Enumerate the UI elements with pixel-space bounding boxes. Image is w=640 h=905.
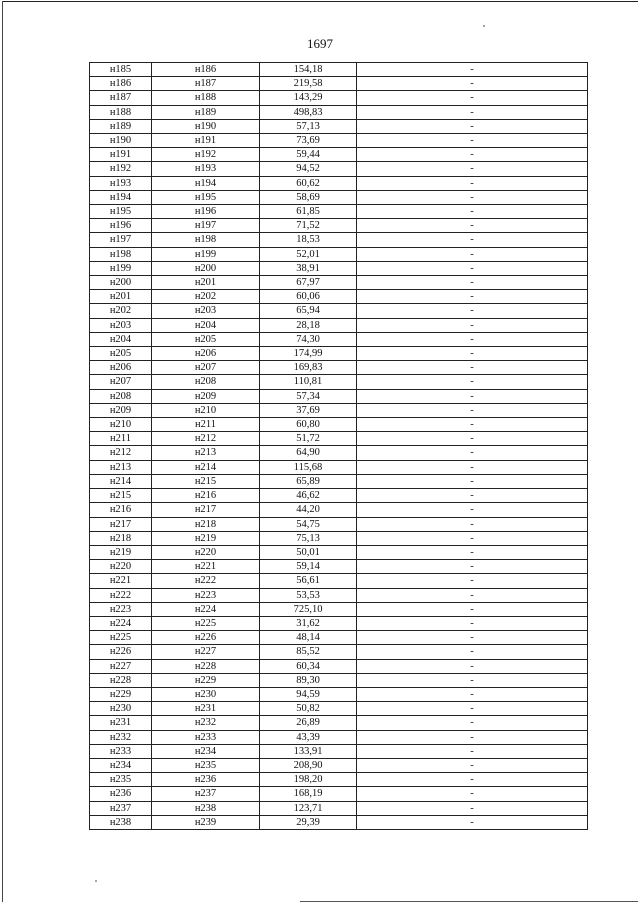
end-point-cell: н222 bbox=[152, 574, 260, 588]
note-cell: - bbox=[357, 645, 588, 659]
length-cell: 110,81 bbox=[260, 375, 357, 389]
length-cell: 154,18 bbox=[260, 63, 357, 77]
start-point-cell: н206 bbox=[90, 361, 152, 375]
note-cell: - bbox=[357, 276, 588, 290]
length-cell: 198,20 bbox=[260, 773, 357, 787]
start-point-cell: н207 bbox=[90, 375, 152, 389]
note-cell: - bbox=[357, 588, 588, 602]
table-row bbox=[90, 233, 588, 247]
note-cell: - bbox=[357, 63, 588, 77]
length-cell: 60,62 bbox=[260, 176, 357, 190]
table-row bbox=[90, 347, 588, 361]
end-point-cell: н186 bbox=[152, 63, 260, 77]
end-point-cell: н201 bbox=[152, 276, 260, 290]
start-point-cell: н236 bbox=[90, 787, 152, 801]
table-row bbox=[90, 446, 588, 460]
start-point-cell: н204 bbox=[90, 332, 152, 346]
end-point-cell: н236 bbox=[152, 773, 260, 787]
length-cell: 115,68 bbox=[260, 460, 357, 474]
length-cell: 51,72 bbox=[260, 432, 357, 446]
note-cell: - bbox=[357, 716, 588, 730]
table-row bbox=[90, 176, 588, 190]
note-cell: - bbox=[357, 233, 588, 247]
note-cell: - bbox=[357, 261, 588, 275]
start-point-cell: н194 bbox=[90, 190, 152, 204]
table-row bbox=[90, 758, 588, 772]
length-cell: 133,91 bbox=[260, 744, 357, 758]
note-cell: - bbox=[357, 403, 588, 417]
note-cell: - bbox=[357, 758, 588, 772]
end-point-cell: н217 bbox=[152, 503, 260, 517]
end-point-cell: н227 bbox=[152, 645, 260, 659]
table-row bbox=[90, 361, 588, 375]
table-row bbox=[90, 560, 588, 574]
start-point-cell: н188 bbox=[90, 105, 152, 119]
start-point-cell: н200 bbox=[90, 276, 152, 290]
table-row bbox=[90, 702, 588, 716]
length-cell: 60,06 bbox=[260, 290, 357, 304]
note-cell: - bbox=[357, 474, 588, 488]
length-cell: 50,01 bbox=[260, 545, 357, 559]
end-point-cell: н196 bbox=[152, 205, 260, 219]
start-point-cell: н192 bbox=[90, 162, 152, 176]
length-cell: 60,80 bbox=[260, 418, 357, 432]
length-cell: 71,52 bbox=[260, 219, 357, 233]
start-point-cell: н213 bbox=[90, 460, 152, 474]
table-row bbox=[90, 290, 588, 304]
start-point-cell: н220 bbox=[90, 560, 152, 574]
note-cell: - bbox=[357, 332, 588, 346]
length-cell: 44,20 bbox=[260, 503, 357, 517]
length-cell: 26,89 bbox=[260, 716, 357, 730]
start-point-cell: н208 bbox=[90, 389, 152, 403]
start-point-cell: н190 bbox=[90, 134, 152, 148]
start-point-cell: н199 bbox=[90, 261, 152, 275]
start-point-cell: н222 bbox=[90, 588, 152, 602]
table-row bbox=[90, 63, 588, 77]
table-row bbox=[90, 645, 588, 659]
table-row bbox=[90, 148, 588, 162]
end-point-cell: н199 bbox=[152, 247, 260, 261]
end-point-cell: н207 bbox=[152, 361, 260, 375]
end-point-cell: н213 bbox=[152, 446, 260, 460]
length-cell: 31,62 bbox=[260, 616, 357, 630]
end-point-cell: н223 bbox=[152, 588, 260, 602]
note-cell: - bbox=[357, 247, 588, 261]
length-cell: 54,75 bbox=[260, 517, 357, 531]
table-row bbox=[90, 730, 588, 744]
table-row bbox=[90, 716, 588, 730]
start-point-cell: н225 bbox=[90, 631, 152, 645]
table-row bbox=[90, 375, 588, 389]
table-row bbox=[90, 517, 588, 531]
table-row bbox=[90, 219, 588, 233]
start-point-cell: н202 bbox=[90, 304, 152, 318]
start-point-cell: н215 bbox=[90, 489, 152, 503]
table-row bbox=[90, 787, 588, 801]
start-point-cell: н211 bbox=[90, 432, 152, 446]
note-cell: - bbox=[357, 545, 588, 559]
end-point-cell: н225 bbox=[152, 616, 260, 630]
table-row bbox=[90, 162, 588, 176]
table-row bbox=[90, 418, 588, 432]
end-point-cell: н234 bbox=[152, 744, 260, 758]
end-point-cell: н212 bbox=[152, 432, 260, 446]
start-point-cell: н230 bbox=[90, 702, 152, 716]
note-cell: - bbox=[357, 489, 588, 503]
start-point-cell: н191 bbox=[90, 148, 152, 162]
note-cell: - bbox=[357, 460, 588, 474]
end-point-cell: н191 bbox=[152, 134, 260, 148]
note-cell: - bbox=[357, 91, 588, 105]
note-cell: - bbox=[357, 687, 588, 701]
end-point-cell: н230 bbox=[152, 687, 260, 701]
length-cell: 52,01 bbox=[260, 247, 357, 261]
end-point-cell: н218 bbox=[152, 517, 260, 531]
length-cell: 28,18 bbox=[260, 318, 357, 332]
table-row bbox=[90, 631, 588, 645]
note-cell: - bbox=[357, 503, 588, 517]
table-row bbox=[90, 304, 588, 318]
note-cell: - bbox=[357, 318, 588, 332]
note-cell: - bbox=[357, 631, 588, 645]
end-point-cell: н238 bbox=[152, 801, 260, 815]
note-cell: - bbox=[357, 517, 588, 531]
end-point-cell: н198 bbox=[152, 233, 260, 247]
length-cell: 67,97 bbox=[260, 276, 357, 290]
table-row bbox=[90, 247, 588, 261]
end-point-cell: н220 bbox=[152, 545, 260, 559]
table-row bbox=[90, 744, 588, 758]
start-point-cell: н209 bbox=[90, 403, 152, 417]
table-row bbox=[90, 503, 588, 517]
table-row bbox=[90, 460, 588, 474]
table-row bbox=[90, 531, 588, 545]
length-cell: 38,91 bbox=[260, 261, 357, 275]
note-cell: - bbox=[357, 205, 588, 219]
scan-speck bbox=[483, 25, 485, 27]
start-point-cell: н238 bbox=[90, 815, 152, 829]
table-row bbox=[90, 332, 588, 346]
start-point-cell: н196 bbox=[90, 219, 152, 233]
length-cell: 143,29 bbox=[260, 91, 357, 105]
length-cell: 75,13 bbox=[260, 531, 357, 545]
length-cell: 498,83 bbox=[260, 105, 357, 119]
end-point-cell: н219 bbox=[152, 531, 260, 545]
note-cell: - bbox=[357, 304, 588, 318]
length-cell: 174,99 bbox=[260, 347, 357, 361]
length-cell: 168,19 bbox=[260, 787, 357, 801]
note-cell: - bbox=[357, 730, 588, 744]
start-point-cell: н218 bbox=[90, 531, 152, 545]
table-row bbox=[90, 318, 588, 332]
end-point-cell: н202 bbox=[152, 290, 260, 304]
table-row bbox=[90, 105, 588, 119]
note-cell: - bbox=[357, 162, 588, 176]
start-point-cell: н229 bbox=[90, 687, 152, 701]
note-cell: - bbox=[357, 77, 588, 91]
length-cell: 219,58 bbox=[260, 77, 357, 91]
note-cell: - bbox=[357, 347, 588, 361]
note-cell: - bbox=[357, 744, 588, 758]
table-row bbox=[90, 616, 588, 630]
end-point-cell: н200 bbox=[152, 261, 260, 275]
length-cell: 74,30 bbox=[260, 332, 357, 346]
end-point-cell: н188 bbox=[152, 91, 260, 105]
end-point-cell: н228 bbox=[152, 659, 260, 673]
table-row bbox=[90, 574, 588, 588]
start-point-cell: н193 bbox=[90, 176, 152, 190]
length-cell: 89,30 bbox=[260, 673, 357, 687]
table-row bbox=[90, 261, 588, 275]
note-cell: - bbox=[357, 176, 588, 190]
end-point-cell: н224 bbox=[152, 602, 260, 616]
note-cell: - bbox=[357, 446, 588, 460]
end-point-cell: н195 bbox=[152, 190, 260, 204]
length-cell: 65,89 bbox=[260, 474, 357, 488]
page-edge-bottom bbox=[300, 901, 638, 902]
table-row bbox=[90, 815, 588, 829]
table-row bbox=[90, 190, 588, 204]
table-body bbox=[90, 63, 588, 830]
table-row bbox=[90, 659, 588, 673]
note-cell: - bbox=[357, 787, 588, 801]
table-row bbox=[90, 403, 588, 417]
length-cell: 61,85 bbox=[260, 205, 357, 219]
start-point-cell: н227 bbox=[90, 659, 152, 673]
table-row bbox=[90, 389, 588, 403]
length-cell: 48,14 bbox=[260, 631, 357, 645]
end-point-cell: н231 bbox=[152, 702, 260, 716]
note-cell: - bbox=[357, 560, 588, 574]
length-cell: 94,52 bbox=[260, 162, 357, 176]
length-cell: 57,13 bbox=[260, 119, 357, 133]
start-point-cell: н198 bbox=[90, 247, 152, 261]
start-point-cell: н234 bbox=[90, 758, 152, 772]
note-cell: - bbox=[357, 119, 588, 133]
length-cell: 94,59 bbox=[260, 687, 357, 701]
note-cell: - bbox=[357, 432, 588, 446]
end-point-cell: н204 bbox=[152, 318, 260, 332]
start-point-cell: н232 bbox=[90, 730, 152, 744]
note-cell: - bbox=[357, 389, 588, 403]
end-point-cell: н237 bbox=[152, 787, 260, 801]
length-cell: 18,53 bbox=[260, 233, 357, 247]
length-cell: 65,94 bbox=[260, 304, 357, 318]
start-point-cell: н210 bbox=[90, 418, 152, 432]
note-cell: - bbox=[357, 659, 588, 673]
length-cell: 208,90 bbox=[260, 758, 357, 772]
table-row bbox=[90, 276, 588, 290]
length-cell: 29,39 bbox=[260, 815, 357, 829]
end-point-cell: н211 bbox=[152, 418, 260, 432]
length-cell: 60,34 bbox=[260, 659, 357, 673]
table-row bbox=[90, 119, 588, 133]
table-row bbox=[90, 687, 588, 701]
start-point-cell: н231 bbox=[90, 716, 152, 730]
end-point-cell: н192 bbox=[152, 148, 260, 162]
start-point-cell: н224 bbox=[90, 616, 152, 630]
note-cell: - bbox=[357, 702, 588, 716]
table-row bbox=[90, 432, 588, 446]
length-cell: 53,53 bbox=[260, 588, 357, 602]
start-point-cell: н197 bbox=[90, 233, 152, 247]
end-point-cell: н197 bbox=[152, 219, 260, 233]
start-point-cell: н214 bbox=[90, 474, 152, 488]
start-point-cell: н219 bbox=[90, 545, 152, 559]
start-point-cell: н186 bbox=[90, 77, 152, 91]
length-cell: 64,90 bbox=[260, 446, 357, 460]
end-point-cell: н194 bbox=[152, 176, 260, 190]
start-point-cell: н205 bbox=[90, 347, 152, 361]
table-row bbox=[90, 588, 588, 602]
table-row bbox=[90, 801, 588, 815]
length-cell: 59,14 bbox=[260, 560, 357, 574]
table-row bbox=[90, 602, 588, 616]
note-cell: - bbox=[357, 616, 588, 630]
table-row bbox=[90, 91, 588, 105]
end-point-cell: н209 bbox=[152, 389, 260, 403]
table-row bbox=[90, 205, 588, 219]
note-cell: - bbox=[357, 375, 588, 389]
end-point-cell: н190 bbox=[152, 119, 260, 133]
start-point-cell: н203 bbox=[90, 318, 152, 332]
length-cell: 58,69 bbox=[260, 190, 357, 204]
coordinates-table bbox=[89, 62, 588, 830]
note-cell: - bbox=[357, 219, 588, 233]
note-cell: - bbox=[357, 815, 588, 829]
length-cell: 43,39 bbox=[260, 730, 357, 744]
start-point-cell: н226 bbox=[90, 645, 152, 659]
note-cell: - bbox=[357, 105, 588, 119]
table-row bbox=[90, 773, 588, 787]
note-cell: - bbox=[357, 290, 588, 304]
start-point-cell: н228 bbox=[90, 673, 152, 687]
length-cell: 37,69 bbox=[260, 403, 357, 417]
end-point-cell: н187 bbox=[152, 77, 260, 91]
length-cell: 85,52 bbox=[260, 645, 357, 659]
start-point-cell: н195 bbox=[90, 205, 152, 219]
end-point-cell: н226 bbox=[152, 631, 260, 645]
table-row bbox=[90, 77, 588, 91]
end-point-cell: н232 bbox=[152, 716, 260, 730]
table-row bbox=[90, 545, 588, 559]
page-edge-top bbox=[2, 1, 638, 2]
start-point-cell: н233 bbox=[90, 744, 152, 758]
end-point-cell: н214 bbox=[152, 460, 260, 474]
length-cell: 59,44 bbox=[260, 148, 357, 162]
length-cell: 56,61 bbox=[260, 574, 357, 588]
length-cell: 73,69 bbox=[260, 134, 357, 148]
page-number: 1697 bbox=[307, 36, 333, 51]
end-point-cell: н221 bbox=[152, 560, 260, 574]
note-cell: - bbox=[357, 361, 588, 375]
end-point-cell: н216 bbox=[152, 489, 260, 503]
end-point-cell: н206 bbox=[152, 347, 260, 361]
end-point-cell: н193 bbox=[152, 162, 260, 176]
scan-speck bbox=[95, 880, 97, 882]
length-cell: 169,83 bbox=[260, 361, 357, 375]
start-point-cell: н187 bbox=[90, 91, 152, 105]
note-cell: - bbox=[357, 773, 588, 787]
note-cell: - bbox=[357, 574, 588, 588]
end-point-cell: н208 bbox=[152, 375, 260, 389]
page-edge-left bbox=[2, 1, 3, 902]
start-point-cell: н201 bbox=[90, 290, 152, 304]
length-cell: 50,82 bbox=[260, 702, 357, 716]
note-cell: - bbox=[357, 134, 588, 148]
start-point-cell: н235 bbox=[90, 773, 152, 787]
note-cell: - bbox=[357, 673, 588, 687]
end-point-cell: н203 bbox=[152, 304, 260, 318]
end-point-cell: н239 bbox=[152, 815, 260, 829]
table-row bbox=[90, 673, 588, 687]
note-cell: - bbox=[357, 801, 588, 815]
length-cell: 123,71 bbox=[260, 801, 357, 815]
note-cell: - bbox=[357, 531, 588, 545]
length-cell: 46,62 bbox=[260, 489, 357, 503]
end-point-cell: н235 bbox=[152, 758, 260, 772]
start-point-cell: н216 bbox=[90, 503, 152, 517]
start-point-cell: н189 bbox=[90, 119, 152, 133]
note-cell: - bbox=[357, 602, 588, 616]
end-point-cell: н233 bbox=[152, 730, 260, 744]
start-point-cell: н217 bbox=[90, 517, 152, 531]
end-point-cell: н210 bbox=[152, 403, 260, 417]
table-row bbox=[90, 474, 588, 488]
start-point-cell: н221 bbox=[90, 574, 152, 588]
end-point-cell: н229 bbox=[152, 673, 260, 687]
note-cell: - bbox=[357, 148, 588, 162]
start-point-cell: н237 bbox=[90, 801, 152, 815]
length-cell: 725,10 bbox=[260, 602, 357, 616]
end-point-cell: н205 bbox=[152, 332, 260, 346]
table-row bbox=[90, 134, 588, 148]
end-point-cell: н215 bbox=[152, 474, 260, 488]
note-cell: - bbox=[357, 418, 588, 432]
note-cell: - bbox=[357, 190, 588, 204]
end-point-cell: н189 bbox=[152, 105, 260, 119]
start-point-cell: н212 bbox=[90, 446, 152, 460]
start-point-cell: н223 bbox=[90, 602, 152, 616]
length-cell: 57,34 bbox=[260, 389, 357, 403]
start-point-cell: н185 bbox=[90, 63, 152, 77]
table-row bbox=[90, 489, 588, 503]
